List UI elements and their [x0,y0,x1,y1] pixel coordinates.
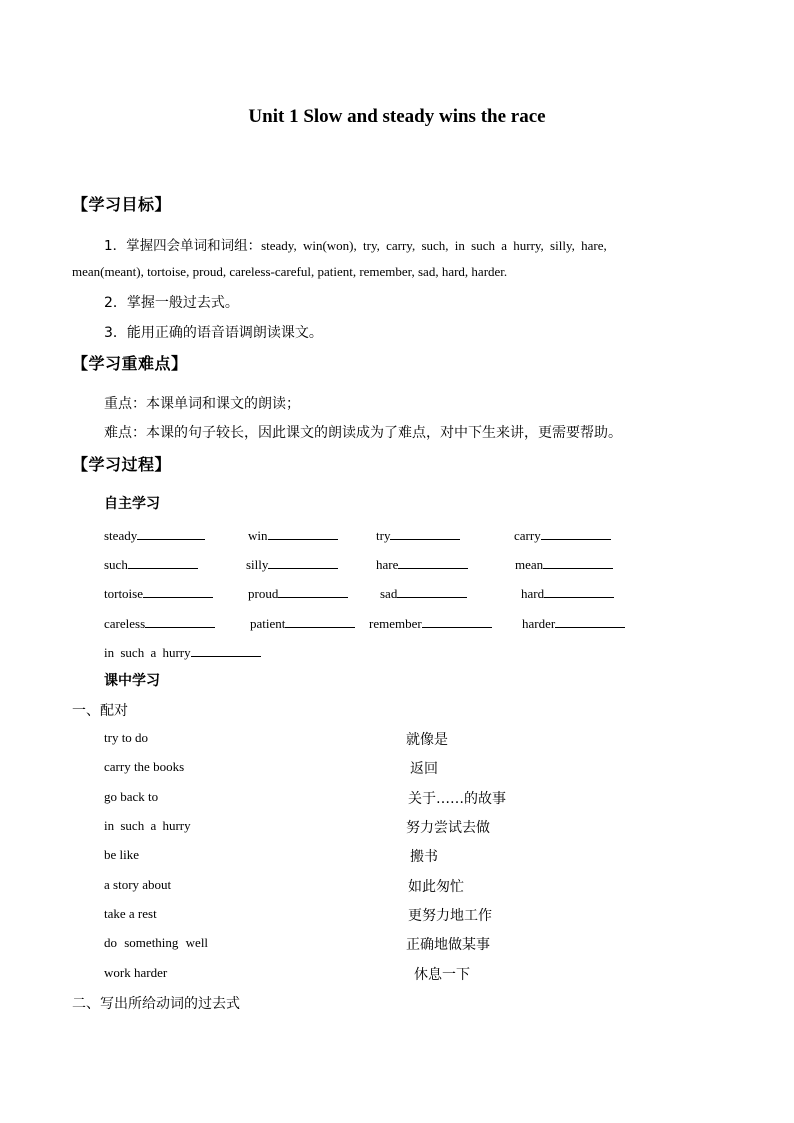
vocab-item: win [248,526,338,544]
page-title: Unit 1 Slow and steady wins the race [248,106,546,127]
answer-blank[interactable] [278,584,348,598]
match-phrase-zh: 正确地做某事 [406,937,490,953]
answer-blank[interactable] [137,526,205,540]
answer-blank[interactable] [422,614,492,628]
objective-item-1-words-line1: steady, win(won), try, carry, such, in such a hurry, silly, hare, [261,238,607,253]
self-study-heading: 自主学习 [104,496,160,512]
key-point-focus: 重点：本课单词和课文的朗读； [104,396,300,412]
answer-blank[interactable] [555,614,625,628]
vocab-item: steady [104,526,205,544]
objective-item-1-number: 1． [104,238,127,254]
answer-blank[interactable] [541,526,611,540]
objective-item-1 [104,234,607,254]
section-heading-process: 【学习过程】 [72,455,172,474]
match-phrase-zh: 返回 [410,761,438,777]
match-phrase-zh: 休息一下 [414,967,470,983]
match-phrase-en: carry the books [104,759,185,774]
answer-blank[interactable] [143,584,213,598]
match-phrase-zh: 更努力地工作 [408,908,492,924]
objective-item-1-words-line2: mean(meant), tortoise, proud, careless-careful, patient, remember, sad, hard, harder. [72,264,508,279]
answer-blank[interactable] [191,643,261,657]
answer-blank[interactable] [268,526,338,540]
match-phrase-en: work harder [104,965,168,980]
vocab-item: remember [369,614,492,632]
section-heading-objectives: 【学习目标】 [72,195,172,214]
vocab-item: mean [515,555,613,573]
vocab-item: such [104,555,198,573]
class-study-heading: 课中学习 [104,673,160,689]
vocab-item: carry [514,526,611,544]
answer-blank[interactable] [128,555,198,569]
vocab-item: harder [522,614,625,632]
vocab-item: try [376,526,460,544]
section-heading-key-points: 【学习重难点】 [72,354,188,373]
objective-item-1-label: 掌握四会单词和词组： [126,238,262,254]
match-phrase-en: a story about [104,877,172,892]
answer-blank[interactable] [268,555,338,569]
key-point-difficulty: 难点：本课的句子较长，因此课文的朗读成为了难点，对中下生来讲，更需要帮助。 [104,425,622,441]
match-phrase-en: take a rest [104,906,157,921]
match-phrase-zh: 努力尝试去做 [406,820,490,836]
vocab-item: patient [250,614,355,632]
part-1-title: 一、配对 [72,703,128,719]
answer-blank[interactable] [543,555,613,569]
match-phrase-en: try to do [104,730,149,745]
vocab-item: tortoise [104,584,213,602]
match-phrase-en: go back to [104,789,159,804]
part-2-title: 二、写出所给动词的过去式 [72,996,240,1012]
match-phrase-en: do something well [104,935,209,950]
vocab-item: careless [104,614,215,632]
match-phrase-en: in such a hurry [104,818,191,833]
answer-blank[interactable] [390,526,460,540]
objective-item-2: 2．掌握一般过去式。 [104,295,239,311]
vocab-item: sad [380,584,467,602]
match-phrase-zh: 就像是 [406,732,448,748]
answer-blank[interactable] [398,555,468,569]
objective-item-3: 3．能用正确的语音语调朗读课文。 [104,325,323,341]
match-phrase-zh: 关于……的故事 [408,791,506,807]
match-phrase-en: be like [104,847,140,862]
vocab-item: silly [246,555,338,573]
match-phrase-zh: 搬书 [410,849,438,865]
vocab-item: hard [521,584,614,602]
vocab-item: in such a hurry [104,643,261,661]
answer-blank[interactable] [397,584,467,598]
match-phrase-zh: 如此匆忙 [408,879,464,895]
vocab-item: hare [376,555,468,573]
answer-blank[interactable] [544,584,614,598]
answer-blank[interactable] [285,614,355,628]
answer-blank[interactable] [145,614,215,628]
vocab-item: proud [248,584,348,602]
